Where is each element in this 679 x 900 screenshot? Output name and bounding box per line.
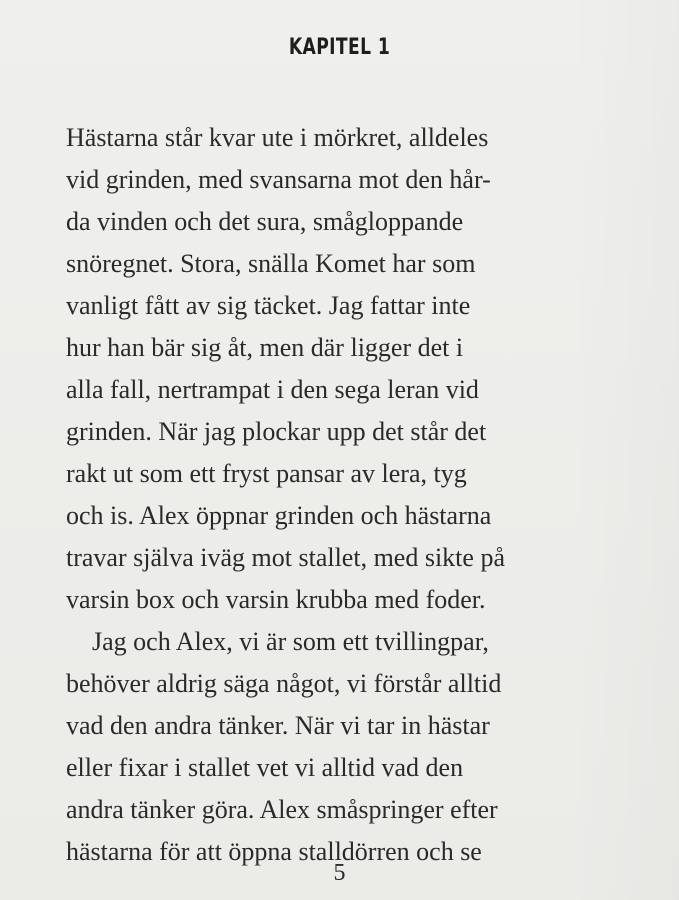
text-line: vanligt fått av sig täcket. Jag fattar inte — [66, 291, 471, 320]
text-line: varsin box och varsin krubba med foder. — [66, 585, 486, 614]
text-line: vid grinden, med svansarna mot den hår- — [66, 165, 491, 194]
text-line: vad den andra tänker. När vi tar in hästar — [66, 711, 490, 740]
text-line: hästarna för att öppna stalldörren och se — [66, 837, 482, 866]
text-line: da vinden och det sura, smågloppande — [66, 207, 464, 236]
chapter-title: KAPITEL 1 — [288, 35, 391, 60]
text-line: alla fall, nertrampat i den sega leran vid — [66, 375, 479, 404]
text-line: och is. Alex öppnar grinden och hästarna — [66, 501, 492, 530]
text-line: hur han bär sig åt, men där ligger det i — [66, 333, 464, 362]
paragraph-2 — [66, 621, 626, 873]
text-line: rakt ut som ett fryst pansar av lera, tyg — [66, 459, 467, 488]
text-line: Hästarna står kvar ute i mörkret, alldeles — [66, 123, 489, 152]
text-line: grinden. När jag plockar upp det står det — [66, 417, 487, 446]
text-line: eller fixar i stallet vet vi alltid vad den — [66, 753, 464, 782]
paragraph-1 — [66, 117, 626, 621]
body-text — [66, 117, 626, 873]
text-line: Jag och Alex, vi är som ett tvillingpar, — [92, 627, 489, 656]
text-line: travar själva iväg mot stallet, med sikte på — [66, 543, 505, 572]
text-line: snöregnet. Stora, snälla Komet har som — [66, 249, 476, 278]
text-line: behöver aldrig säga något, vi förstår alltid — [66, 669, 502, 698]
text-line: andra tänker göra. Alex småspringer efter — [66, 795, 498, 824]
page-number: 5 — [333, 860, 346, 886]
